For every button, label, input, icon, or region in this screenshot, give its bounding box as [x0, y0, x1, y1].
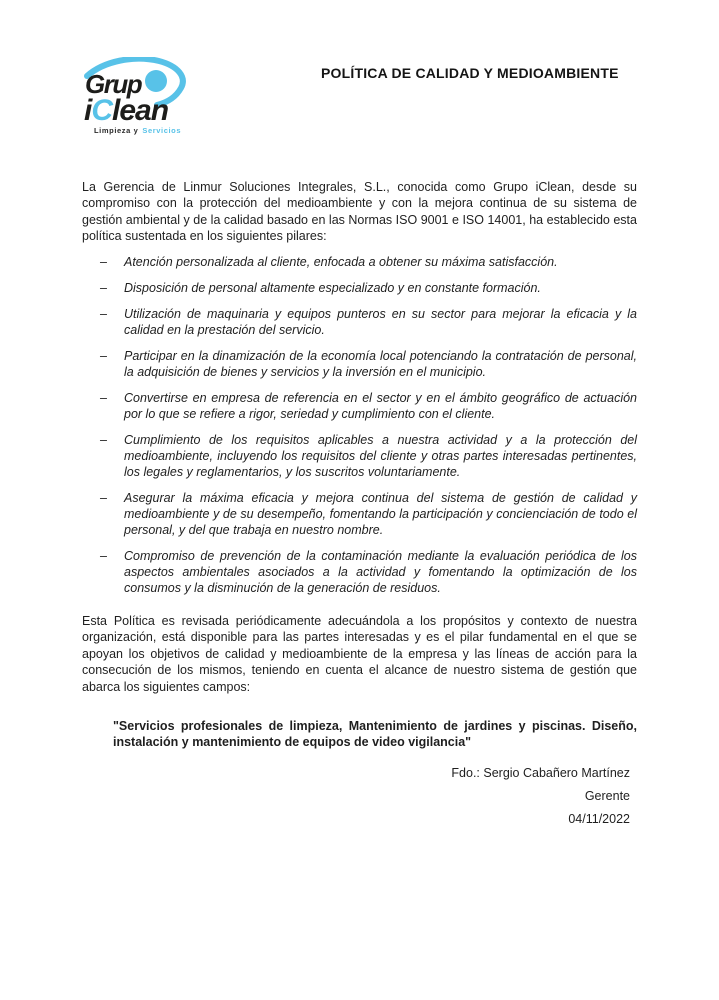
logo-tagline [94, 126, 181, 135]
list-item [82, 254, 637, 270]
list-item-text: Atención personalizada al cliente, enfocada a obtener su máxima satisfacción. [124, 255, 558, 269]
bullet-marker: – [100, 433, 107, 447]
list-item [82, 548, 637, 596]
bullet-marker: – [100, 281, 107, 295]
bullet-marker: – [100, 391, 107, 405]
list-item [82, 490, 637, 538]
logo-iclean-i: i [84, 94, 92, 127]
list-item-text: Utilización de maquinaria y equipos punteros en su sector para mejorar la eficacia y la calidad en la prestación del servicio. [124, 307, 637, 337]
policy-pillars-list [82, 254, 637, 606]
document-title: POLÍTICA DE CALIDAD Y MEDIOAMBIENTE [321, 65, 619, 81]
list-item-text: Disposición de personal altamente especializado y en constante formación. [124, 281, 541, 295]
signature-date: 04/11/2022 [568, 812, 630, 826]
logo-iclean-c: C [91, 94, 113, 127]
bullet-marker: – [100, 491, 107, 505]
closing-paragraph: Esta Política es revisada periódicamente adecuándola a los propósitos y contexto de nuestra organización, está disponible para las partes interesadas y es el pilar fundamental en el que se apoyan los objetivos de calidad y medioambiente de la empresa y las líneas de acción para la consecución de los mismos, teniendo en cuenta el alcance de nuestro sistema de gestión que abarca los siguientes campos: [82, 613, 637, 694]
logo-word-grupo: Grup [85, 69, 142, 99]
company-logo [84, 57, 196, 139]
bullet-marker: – [100, 349, 107, 363]
list-item-text: Compromiso de prevención de la contaminación mediante la evaluación periódica de los aspectos ambientales asociados a la actividad y fomentando la optimización de los consumos y la disminución de la generación de residuos. [124, 549, 637, 595]
bullet-marker: – [100, 255, 107, 269]
bullet-marker: – [100, 307, 107, 321]
company-logo-graphic [84, 57, 196, 139]
list-item [82, 348, 637, 380]
logo-iclean-lean: lean [112, 94, 169, 127]
logo-tagline-dark: Limpieza y [94, 126, 139, 135]
list-item [82, 432, 637, 480]
list-item-text: Participar en la dinamización de la economía local potenciando la contratación de personal, la adquisición de bienes y servicios y la inversión en el municipio. [124, 349, 637, 379]
list-item [82, 390, 637, 422]
signature-block [82, 762, 630, 831]
logo-word-iclean [84, 94, 169, 127]
list-item [82, 306, 637, 338]
bullet-marker: – [100, 549, 107, 563]
intro-paragraph: La Gerencia de Linmur Soluciones Integrales, S.L., conocida como Grupo iClean, desde su compromiso con la protección del medioambiente y con la mejora continua de su sistema de gestión ambiental y de la calidad basado en las Normas ISO 9001 e ISO 14001, ha establecido esta política sustentada en los siguientes pilares: [82, 179, 637, 243]
list-item-text: Convertirse en empresa de referencia en el sector y en el ámbito geográfico de actuación por lo que se refiere a rigor, seriedad y cumplimiento con el cliente. [124, 391, 637, 421]
signature-name: Fdo.: Sergio Cabañero Martínez [451, 766, 630, 780]
list-item-text: Asegurar la máxima eficacia y mejora continua del sistema de gestión de calidad y medioambiente y de su desempeño, fomentando la participación y concienciación de todo el personal, y del que trabaja en nuestro nombre. [124, 491, 637, 537]
scope-statement: "Servicios profesionales de limpieza, Mantenimiento de jardines y piscinas. Diseño, instalación y mantenimiento de equipos de video vigilancia" [113, 718, 637, 749]
signature-role: Gerente [584, 789, 630, 803]
logo-dot-icon [145, 70, 167, 92]
list-item [82, 280, 637, 296]
list-item-text: Cumplimiento de los requisitos aplicables a nuestra actividad y a la protección del medioambiente, incluyendo los requisitos del cliente y otras partes interesadas pertinentes, los legales y reglamentarios, y los suscritos voluntariamente. [124, 433, 637, 479]
logo-tagline-accent: Servicios [142, 126, 182, 135]
